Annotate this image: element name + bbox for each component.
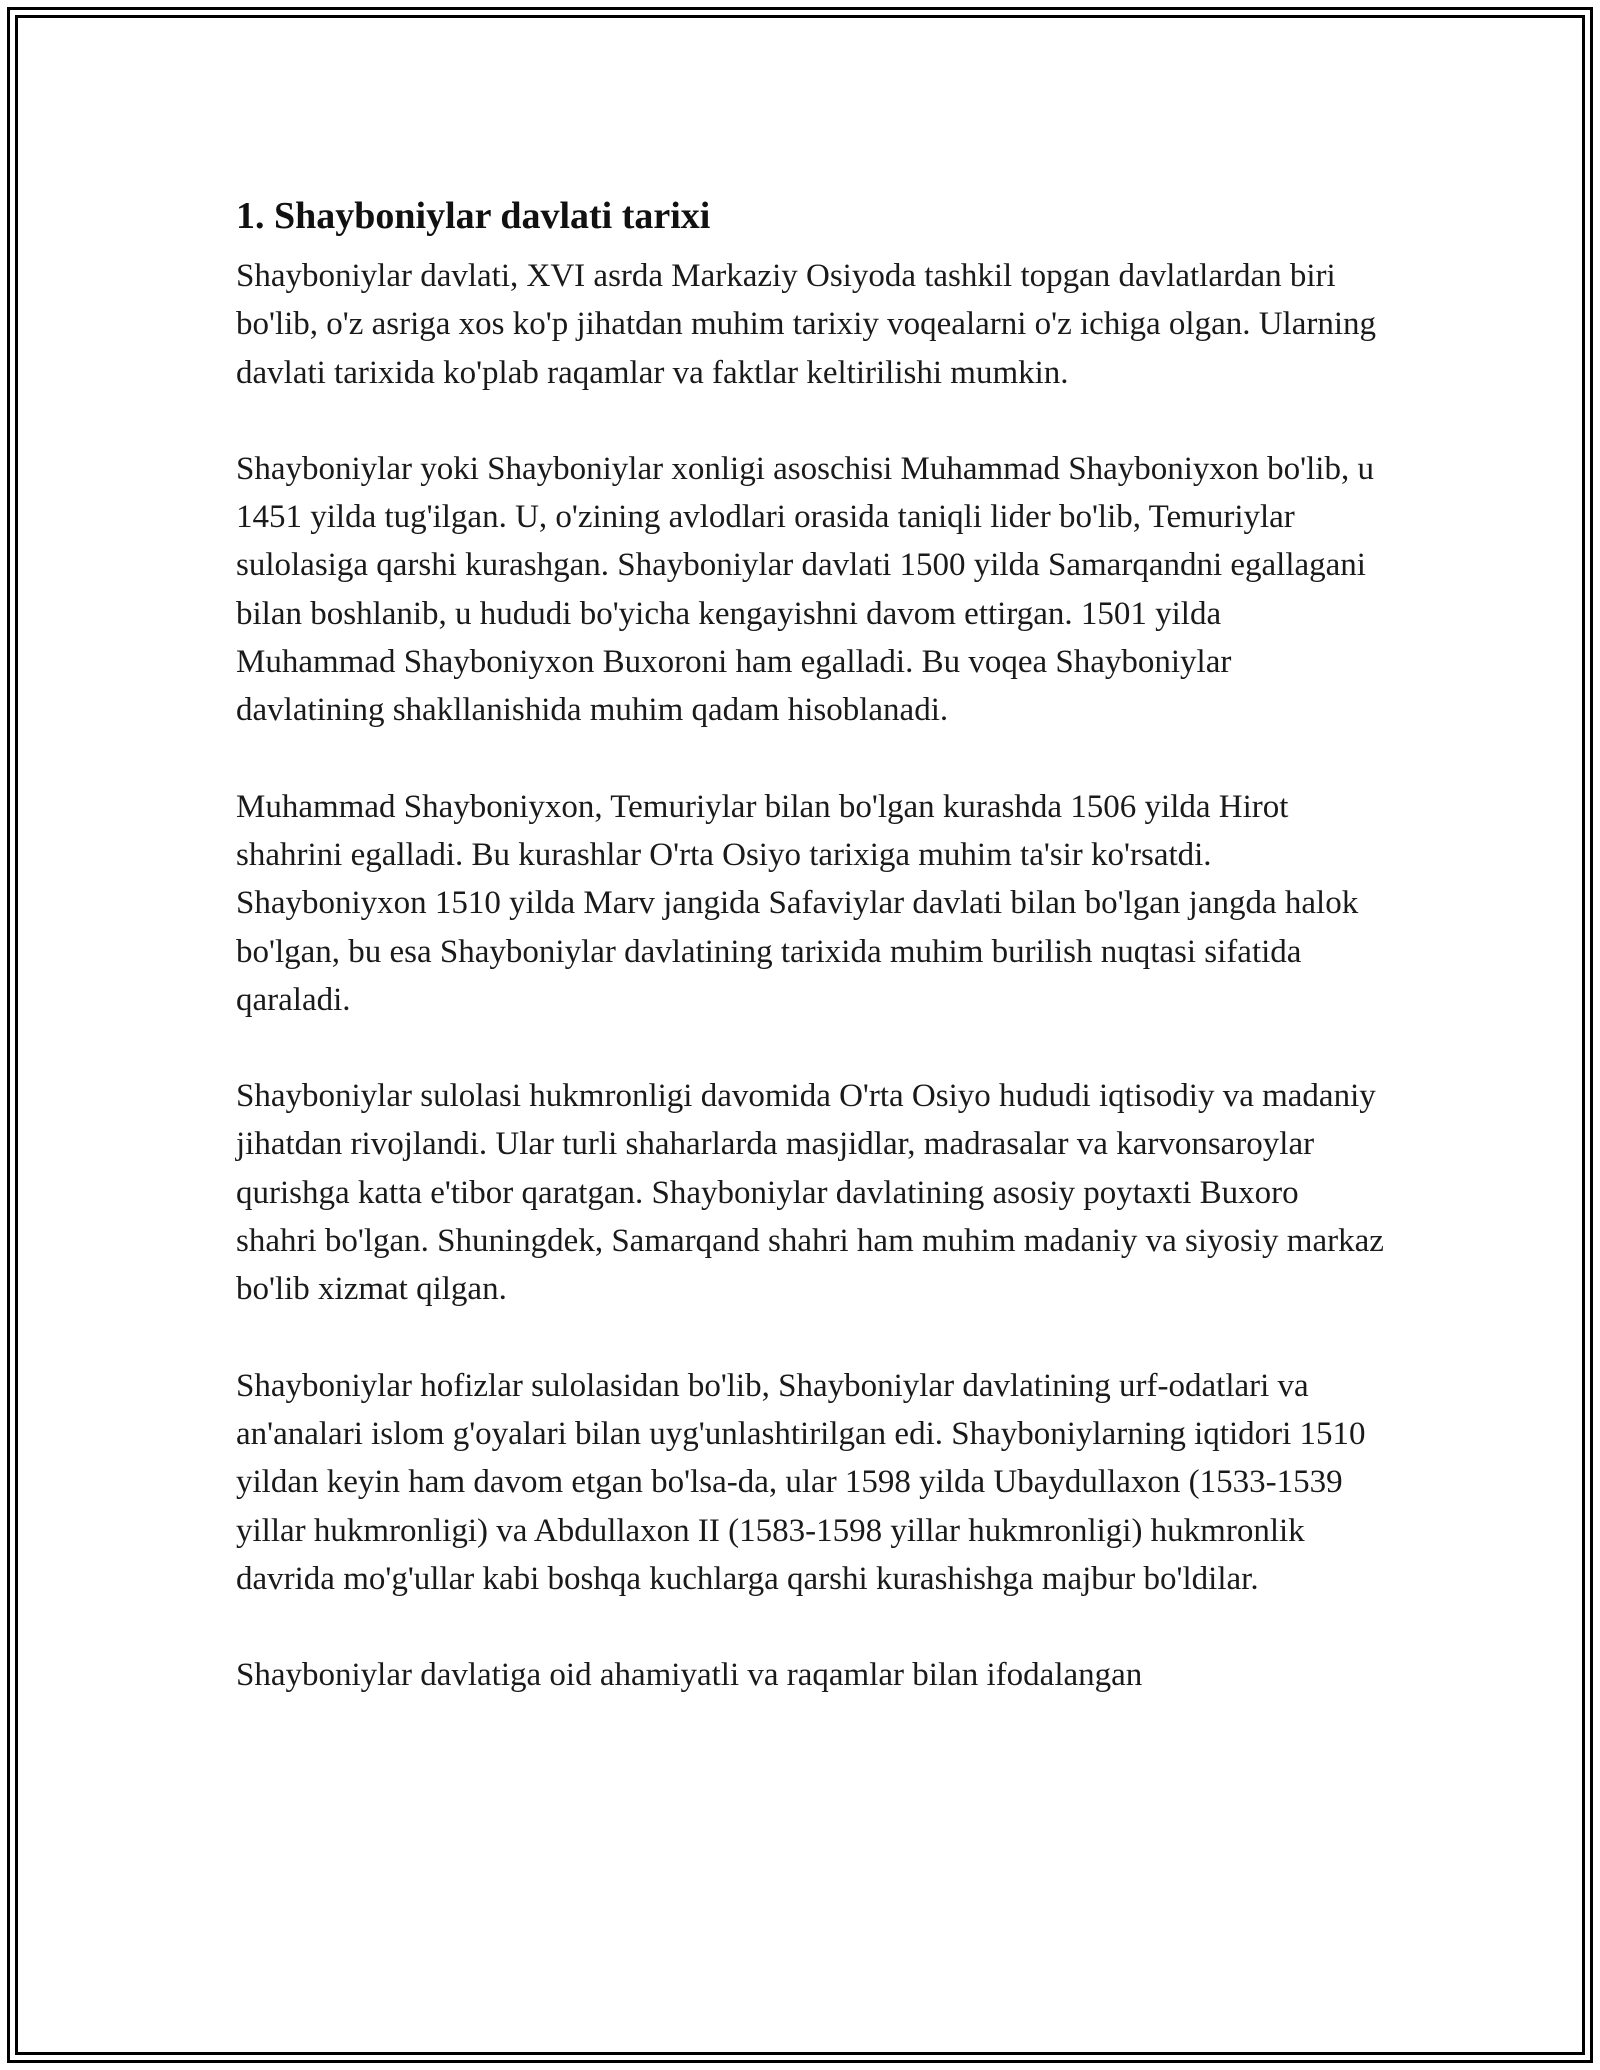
paragraph-culture: Shayboniylar sulolasi hukmronligi davomida O'rta Osiyo hududi iqtisodiy va madaniy jihatdan rivojlandi. Ular turli shaharlarda masjidlar, madrasalar va karvonsaroylar qurishga katta e'tibor qaratgan. Shayboniylar davlatining asosiy poytaxti Buxoro shahri bo'lgan. Shuningdek, Samarqand shahri ham muhim madaniy va siyosiy markaz bo'lib xizmat qilgan. — [236, 1078, 1384, 1308]
section-heading: 1. Shayboniylar davlati tarixi — [236, 195, 711, 237]
paragraph-traditions: Shayboniylar hofizlar sulolasidan bo'lib, Shayboniylar davlatining urf-odatlari va an'analari islom g'oyalari bilan uyg'unlashtirilgan edi. Shayboniylarning iqtidori 1510 yildan keyin ham davom etgan bo'lsa-da, ular 1598 yilda Ubaydullaxon (1533-1539 yillar hukmronligi) va Abdullaxon II (1583-1598 yillar hukmronligi) hukmronlik davrida mo'g'ullar kabi boshqa kuchlarga qarshi kurashishga majbur bo'ldilar. — [236, 1367, 1366, 1597]
paragraph-intro: Shayboniylar davlati, XVI asrda Markaziy Osiyoda tashkil topgan davlatlardan biri bo'lib, o'z asriga xos ko'p jihatdan muhim tarixiy voqealarni o'z ichiga olgan. Ularning davlati tarixida ko'plab raqamlar va faktlar keltirilishi mumkin. — [236, 258, 1377, 391]
paragraph-founder: Shayboniylar yoki Shayboniylar xonligi asoschisi Muhammad Shayboniyxon bo'lib, u 1451 yilda tug'ilgan. U, o'zining avlodlari orasida taniqli lider bo'lib, Temuriylar sulolasiga qarshi kurashgan. Shayboniylar davlati 1500 yilda Samarqandni egallagani bilan boshlanib, u hududi bo'yicha kengayishni davom ettirgan. 1501 yilda Muhammad Shayboniyxon Buxoroni ham egalladi. Bu voqea Shayboniylar davlatining shakllanishida muhim qadam hisoblanadi. — [236, 450, 1374, 729]
document-body — [236, 188, 1386, 1699]
paragraph-conquests: Muhammad Shayboniyxon, Temuriylar bilan bo'lgan kurashda 1506 yilda Hirot shahrini egalladi. Bu kurashlar O'rta Osiyo tarixiga muhim ta'sir ko'rsatdi. Shayboniyxon 1510 yilda Marv jangida Safaviylar davlati bilan bo'lgan jangda halok bo'lgan, bu esa Shayboniylar davlatining tarixida muhim burilish nuqtasi sifatida qaraladi. — [236, 788, 1359, 1018]
paragraph-conclusion: Shayboniylar davlatiga oid ahamiyatli va raqamlar bilan ifodalangan — [236, 1657, 1143, 1694]
